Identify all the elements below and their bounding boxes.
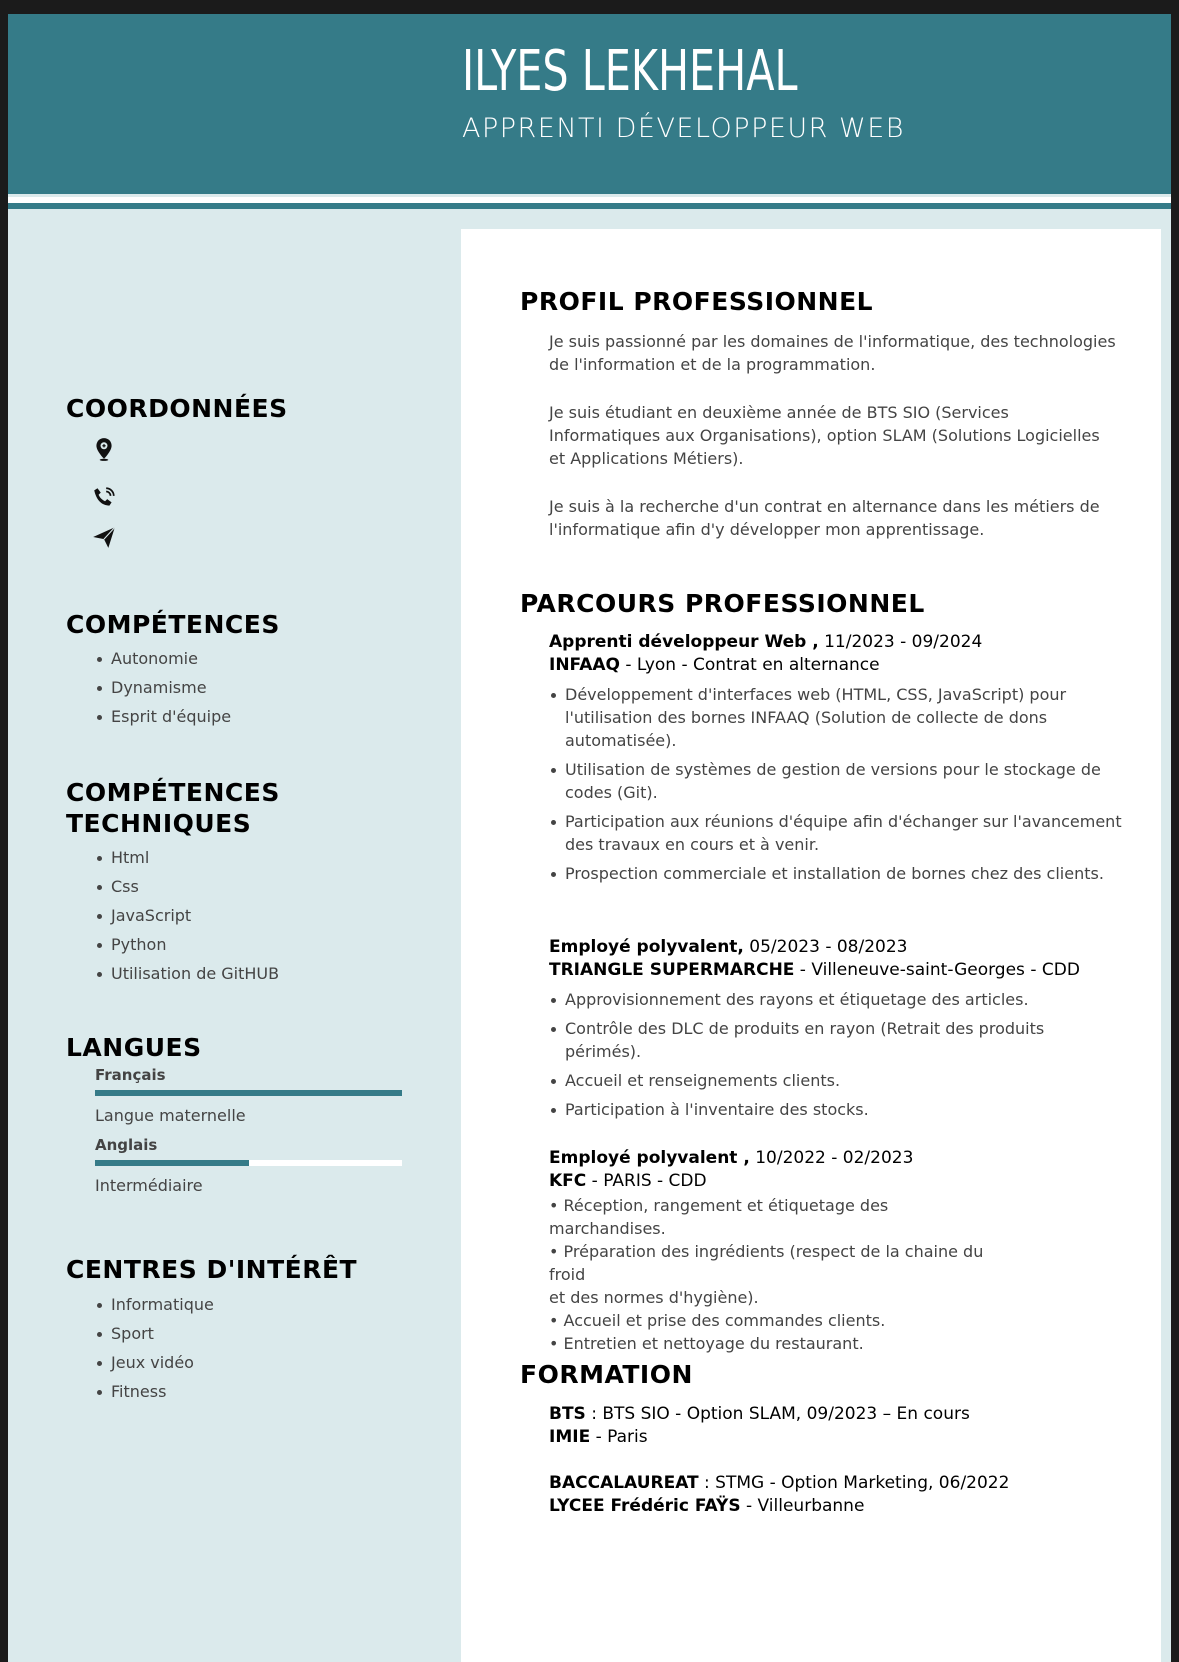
list-item: Python — [95, 930, 279, 959]
job-company: INFAAQ — [549, 655, 620, 675]
education-place: - Paris — [590, 1427, 648, 1447]
contact-heading: COORDONNÉES — [66, 394, 288, 423]
list-item: Sport — [95, 1319, 214, 1348]
job-description-line: • Entretien et nettoyage du restaurant. — [549, 1334, 864, 1353]
job-role: Employé polyvalent , — [549, 1148, 750, 1168]
language-proficiency-fill — [95, 1160, 249, 1166]
job-description-line: et des normes d'hygiène). — [549, 1288, 759, 1307]
job-dates: 10/2022 - 02/2023 — [749, 1148, 914, 1168]
job-title-line — [549, 1147, 913, 1170]
list-item: Utilisation de systèmes de gestion de versions pour le stockage de codes (Git). — [549, 758, 1124, 804]
job-role: Employé polyvalent, — [549, 937, 744, 957]
job-description — [549, 1194, 999, 1355]
list-item: Contrôle des DLC de produits en rayon (Retrait des produits périmés). — [549, 1017, 1124, 1063]
education-degree-line — [549, 1403, 970, 1426]
paper-plane-icon — [91, 524, 117, 550]
list-item: Fitness — [95, 1377, 214, 1406]
list-item: Approvisionnement des rayons et étiquetage des articles. — [549, 988, 1124, 1011]
job-details: - Villeneuve-saint-Georges - CDD — [794, 960, 1080, 980]
profile-paragraph: Je suis étudiant en deuxième année de BTS SIO (Services Informatiques aux Organisations), option SLAM (Solutions Logicielles et Applications Métiers). — [549, 403, 1100, 468]
education-degree: BTS — [549, 1404, 586, 1424]
header-divider-accent — [8, 203, 1171, 209]
interests-heading: CENTRES D'INTÉRÊT — [66, 1255, 358, 1284]
list-item: Dynamisme — [95, 673, 231, 702]
education-degree: BACCALAUREAT — [549, 1473, 699, 1493]
tech-skills-heading-line1: COMPÉTENCES — [66, 778, 280, 807]
tech-skills-heading — [66, 777, 280, 839]
language-proficiency-bar — [95, 1090, 402, 1096]
list-item: Jeux vidéo — [95, 1348, 214, 1377]
skills-list — [95, 644, 231, 731]
job-details: - Lyon - Contrat en alternance — [619, 655, 880, 675]
job-description-line: • Préparation des ingrédients (respect de la chaine du froid — [549, 1242, 984, 1284]
list-item: Autonomie — [95, 644, 231, 673]
phone-icon — [91, 485, 117, 511]
language-proficiency-bar — [95, 1160, 402, 1166]
profile-heading: PROFIL PROFESSIONNEL — [520, 287, 874, 316]
list-item: Participation aux réunions d'équipe afin d'échanger sur l'avancement des travaux en cours et à venir. — [549, 810, 1124, 856]
list-item: Esprit d'équipe — [95, 702, 231, 731]
skills-heading: COMPÉTENCES — [66, 610, 280, 639]
job-company: TRIANGLE SUPERMARCHE — [549, 960, 795, 980]
list-item: Html — [95, 843, 279, 872]
profile-paragraph: Je suis passionné par les domaines de l'informatique, des technologies de l'information et de la programmation. — [549, 332, 1116, 374]
job-bullets — [549, 683, 1124, 891]
education-place: - Villeurbanne — [740, 1496, 865, 1516]
list-item: Accueil et renseignements clients. — [549, 1069, 1124, 1092]
candidate-name: ILYES LEKHEHAL — [462, 39, 798, 104]
language-level: Langue maternelle — [95, 1106, 246, 1125]
languages-heading: LANGUES — [66, 1033, 202, 1062]
tech-skills-heading-line2: TECHNIQUES — [66, 809, 252, 838]
resume-page — [8, 14, 1171, 1662]
experience-heading: PARCOURS PROFESSIONNEL — [520, 589, 925, 618]
job-title-line — [549, 631, 982, 654]
job-dates: 11/2023 - 09/2024 — [818, 632, 983, 652]
job-company: KFC — [549, 1171, 587, 1191]
job-description-line: • Accueil et prise des commandes clients. — [549, 1311, 886, 1330]
list-item: Css — [95, 872, 279, 901]
job-bullets — [549, 988, 1124, 1127]
education-detail: : STMG - Option Marketing, 06/2022 — [698, 1473, 1010, 1493]
list-item: Utilisation de GitHUB — [95, 959, 279, 988]
language-name: Anglais — [95, 1136, 158, 1154]
job-title-line — [549, 936, 907, 959]
job-company-line — [549, 654, 880, 677]
job-company-line — [549, 1170, 707, 1193]
education-school: IMIE — [549, 1427, 591, 1447]
location-pin-icon — [91, 436, 117, 462]
education-degree-line — [549, 1472, 1009, 1495]
job-company-line — [549, 959, 1080, 982]
education-heading: FORMATION — [520, 1360, 693, 1389]
education-school-line — [549, 1426, 648, 1449]
education-school: LYCEE Frédéric FAŸS — [549, 1496, 741, 1516]
tech-skills-list — [95, 843, 279, 988]
language-level: Intermédiaire — [95, 1176, 203, 1195]
list-item: Informatique — [95, 1290, 214, 1319]
list-item: Développement d'interfaces web (HTML, CSS, JavaScript) pour l'utilisation des bornes INFAAQ (Solution de collecte de dons automatisée). — [549, 683, 1124, 752]
list-item: Prospection commerciale et installation de bornes chez des clients. — [549, 862, 1124, 885]
list-item: Participation à l'inventaire des stocks. — [549, 1098, 1124, 1121]
job-description-line: • Réception, rangement et étiquetage des marchandises. — [549, 1196, 889, 1238]
education-detail: : BTS SIO - Option SLAM, 09/2023 – En cours — [585, 1404, 970, 1424]
language-proficiency-fill — [95, 1090, 402, 1096]
interests-list — [95, 1290, 214, 1406]
list-item: JavaScript — [95, 901, 279, 930]
language-name: Français — [95, 1066, 166, 1084]
job-role: Apprenti développeur Web , — [549, 632, 819, 652]
education-school-line — [549, 1495, 864, 1518]
candidate-title: APPRENTI DÉVELOPPEUR WEB — [462, 113, 905, 144]
job-details: - PARIS - CDD — [586, 1171, 707, 1191]
job-dates: 05/2023 - 08/2023 — [743, 937, 908, 957]
profile-paragraph: Je suis à la recherche d'un contrat en alternance dans les métiers de l'informatique afin d'y développer mon apprentissage. — [549, 497, 1100, 539]
